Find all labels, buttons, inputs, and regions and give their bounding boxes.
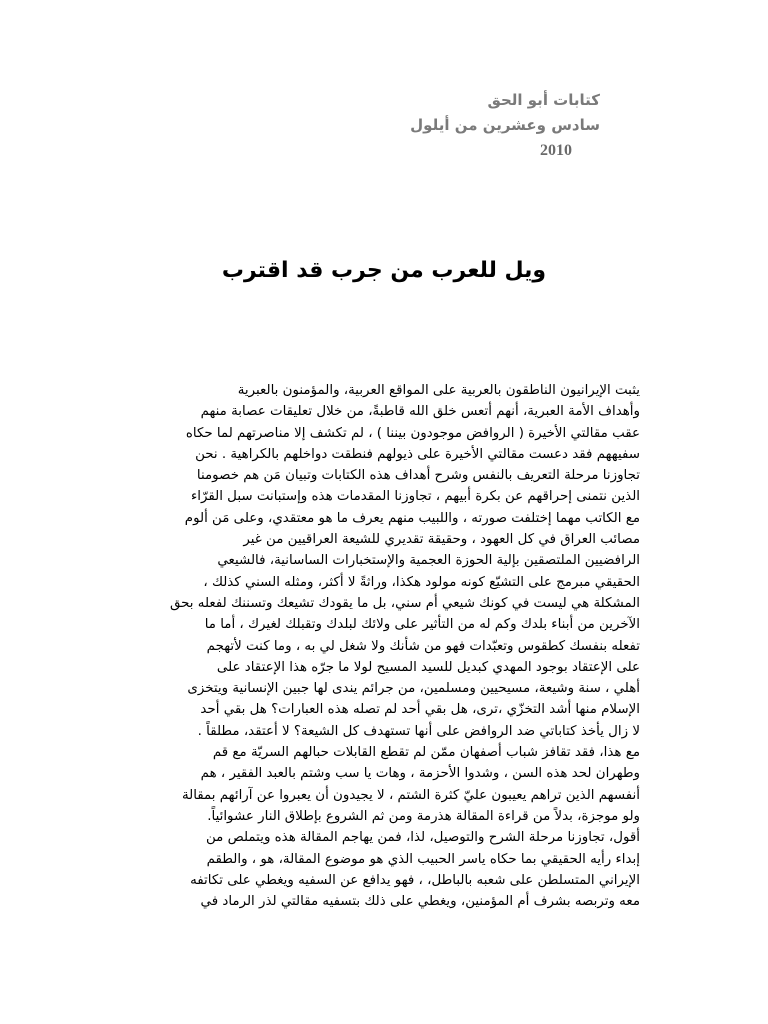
- year-line: 2010: [540, 142, 572, 159]
- body-line: أقول، تجاوزنا مرحلة الشرح والتوصيل، لذا، فمن يهاجم المقالة هذه ويتملص من: [205, 830, 640, 846]
- date-line: سادس وعشرين من أيلول: [410, 116, 600, 134]
- body-line: الذين نتمنى إحراقهم عن بكرة أبيهم ، تجاوزنا المقدمات هذه وإستبانت سبل القرّاء: [190, 489, 640, 505]
- body-line: المشكلة هي ليست في كونك شيعي أم سني، بل ما يقودك تشيعك وتسننك لفعله بحق: [170, 595, 640, 611]
- body-line: تجاوزنا مرحلة التعريف بالنفس وشرح أهداف هذه الكتابات وتبيان مَن هم خصومنا: [196, 468, 640, 484]
- body-line: مع الكاتب مهما إختلفت صورته ، واللبيب منهم يعرف ما هو معتقدي، وعلى مَن ألوم: [184, 510, 640, 526]
- body-line: مع هذا، فقد تقافز شباب أصفهان ممّن لم تقطع القابلات حبالهم السريّة مع قم: [212, 745, 640, 761]
- body-line: الآخرين من أبناء بلدك وكم له من التأثير على ولائك لبلدك وتقبلك لغيرك ، أما ما: [204, 617, 640, 633]
- body-line: وأهداف الأمة العبرية، أنهم أتعس خلق الله قاطبةً، من خلال تعليقات عصابة منهم: [200, 404, 640, 420]
- body-line: معه وتربصه بشرف أم المؤمنين، ويغطي على ذلك بتسفيه مقالتي لذر الرماد في: [200, 894, 640, 910]
- body-line: أنفسهم الذين تراهم يعيبون عليّ كثرة الشتم ، لا يجيدون أن يعبروا عن آرائهم بمقالة: [181, 787, 640, 803]
- body-line: على الإعتقاد بوجود المهدي كبديل للسيد المسيح لولا ما جرّه هذا الإعتقاد على: [216, 659, 640, 675]
- body-line: الرافضيين الملتصقين بإلية الحوزة العجمية والإستخبارات الساسانية، فالشيعي: [217, 553, 640, 569]
- body-line: تفعله بنفسك كطقوس وتعبّدات فهو من شأنك ولا شغل لي به ، وما كنت لأتهجم: [206, 638, 640, 654]
- article-body: [128, 380, 640, 912]
- body-line: الحقيقي مبرمج على التشيّع كونه مولود هكذا، وراثةً لا أكثر، ومثله السني كذلك ،: [203, 574, 640, 590]
- body-line: إبداء رأيه الحقيقي بما حكاه ياسر الحبيب الذي هو موضوع المقالة، هو ، والطقم: [206, 851, 640, 867]
- body-line: الإيراني المتسلطن على شعبه بالباطل، ، فهو يدافع عن السفيه ويغطي على تكاتفه: [190, 872, 640, 888]
- body-line: ولو موجزة، بدلاً من قراءة المقالة هذرمة ومن ثم الشروع بإطلاق النار عشوائياً.: [207, 808, 640, 824]
- body-line: أهلي ، سنة وشيعة، مسيحيين ومسلمين، من جرائم يندى لها جبين الإنسانية ويتخزى: [187, 681, 640, 697]
- body-line: سفيههم فقد دعست مقالتي الأخيرة على ذيولهم فنطقت دواخلهم بالكراهية . نحن: [195, 446, 640, 462]
- body-line: الإسلام منها أشد التخزّي ،ترى، هل بقي أحد لم تصله هذه العبارات؟ هل بقي أحد: [200, 702, 640, 718]
- body-line: يثبت الإيرانيون الناطقون بالعربية على المواقع العربية، والمؤمنون بالعبرية: [237, 383, 640, 398]
- body-line: عقب مقالتي الأخيرة ( الروافض موجودون بيننا ) ، لم تكشف إلا مناصرتهم لما حكاه: [185, 425, 640, 441]
- body-line: لا زال يأخذ كتاباتي ضد الروافض على أنها تستهدف كل الشيعة؟ لا أعتقد، مطلقاً .: [197, 723, 640, 739]
- body-line: مصائب العراق في كل العهود ، وحقيقة تقديري للشيعة العراقيين من غير: [243, 532, 640, 548]
- article-title: ويل للعرب من جرب قد اقترب: [221, 258, 547, 283]
- body-line: وطهران لحد هذه السن ، وشدوا الأحزمة ، وهات يا سب وشتم بالعبد الفقير ، هم: [200, 766, 640, 782]
- document-header: [400, 88, 600, 163]
- author-line: كتابات أبو الحق: [487, 91, 600, 109]
